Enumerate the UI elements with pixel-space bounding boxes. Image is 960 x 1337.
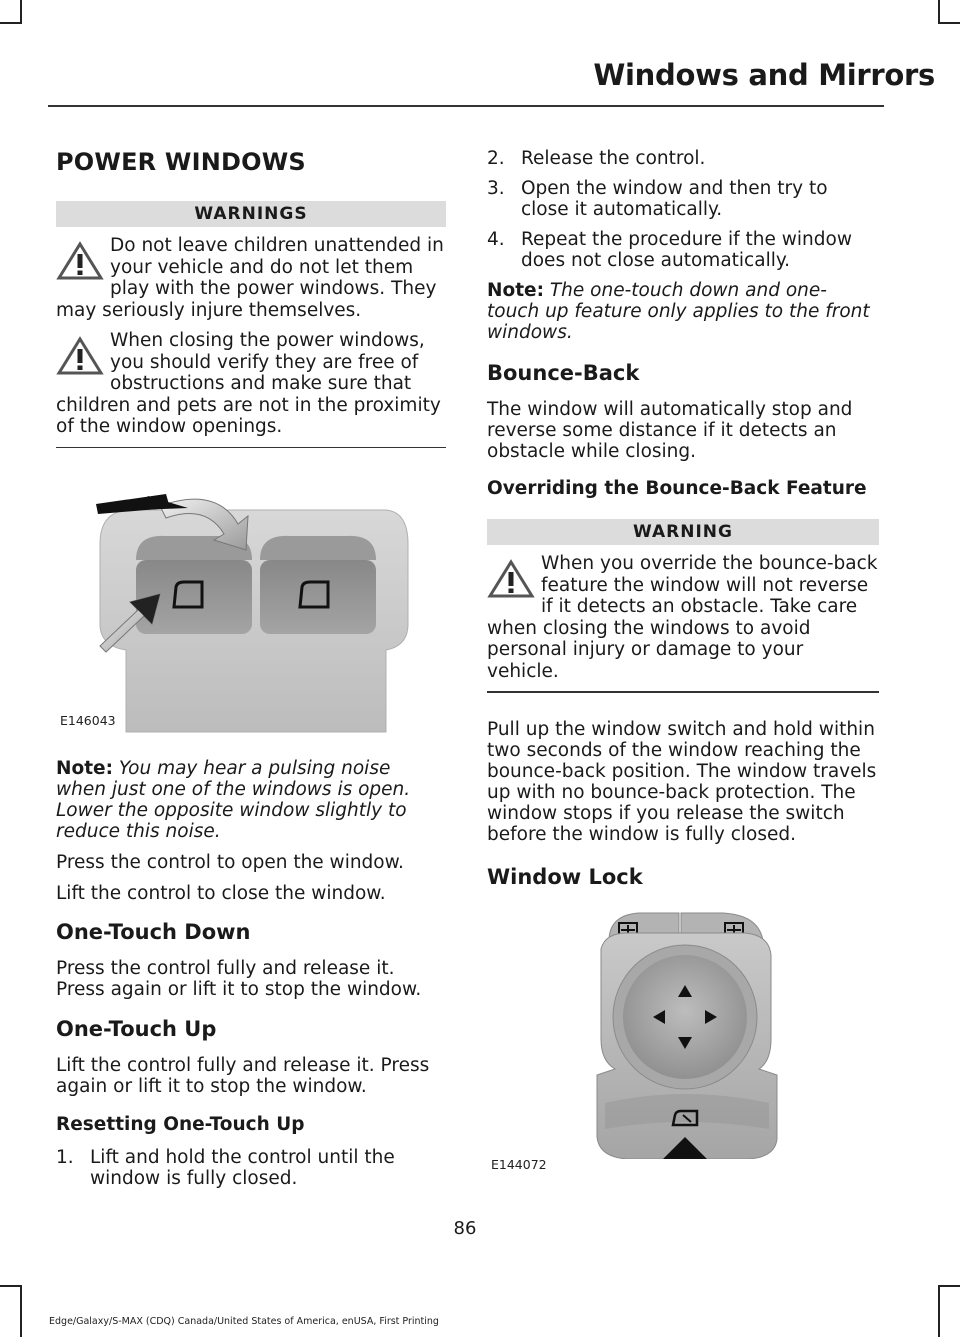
- step-text: Repeat the procedure if the window does not close automatically.: [521, 229, 852, 271]
- warning-triangle-icon: [56, 241, 104, 281]
- subsection-title: Window Lock: [487, 864, 643, 889]
- step-text: Open the window and then try to close it automatically.: [521, 178, 828, 220]
- note-text: You may hear a pulsing noise when just one of the windows is open. Lower the opposite window slightly to reduce this noise.: [56, 758, 411, 842]
- warning-item: [56, 330, 446, 438]
- body-text: Press the control to open the window.: [56, 852, 404, 873]
- note-label: Note:: [56, 758, 113, 779]
- figure-id: E144072: [491, 1156, 547, 1172]
- page-footer: Edge/Galaxy/S-MAX (CDQ) Canada/United States of America, enUSA, First Printing: [49, 1316, 439, 1327]
- step-number: 4.: [487, 229, 505, 250]
- left-column: [56, 140, 446, 1198]
- page-header-title: Windows and Mirrors: [593, 58, 935, 92]
- crop-mark: [20, 1285, 22, 1337]
- note-text: The one-touch down and one-touch up feature only applies to the front windows.: [487, 280, 870, 343]
- window-switch-figure: [56, 474, 446, 746]
- warning-bar: WARNING: [487, 519, 879, 545]
- body-text: Lift the control fully and release it. Press again or lift it to stop the window.: [56, 1055, 430, 1097]
- list-item: [487, 178, 879, 220]
- warning-divider: [487, 691, 879, 693]
- right-column: [487, 148, 879, 1173]
- list-item: [56, 1147, 446, 1189]
- subsection-title: Bounce-Back: [487, 361, 640, 385]
- list-item: [487, 229, 879, 271]
- crop-mark: [938, 0, 940, 24]
- subsection-title: One-Touch Down: [56, 920, 251, 944]
- list-item: [487, 148, 879, 169]
- warning-text: When you override the bounce-back feature the window will not reverse if it detects an obstacle. Take care when closing the windows to avoid personal injury or damage to your vehicle.: [487, 553, 878, 682]
- note-paragraph: [56, 758, 446, 842]
- crop-mark: [0, 1285, 22, 1287]
- warning-text: When closing the power windows, you should verify they are free of obstructions and make sure that children and pets are not in the proximity of the window openings.: [56, 330, 441, 437]
- subsection-title: Overriding the Bounce-Back Feature: [487, 478, 867, 499]
- body-text: Lift the control to close the window.: [56, 883, 386, 904]
- crop-mark: [938, 1285, 940, 1337]
- warning-text: Do not leave children unattended in your vehicle and do not let them play with the power windows. They may seriously injure themselves.: [56, 235, 444, 321]
- warning-item: [56, 235, 446, 321]
- note-paragraph: [487, 280, 879, 343]
- warning-triangle-icon: [487, 559, 535, 599]
- figure-id: E146043: [60, 713, 116, 728]
- warning-divider: [56, 447, 446, 449]
- steps-list: [56, 1147, 446, 1189]
- step-number: 2.: [487, 148, 505, 169]
- header-divider: [48, 105, 884, 107]
- subsection-title: One-Touch Up: [56, 1017, 217, 1041]
- steps-list: [487, 148, 879, 271]
- warning-item: [487, 553, 879, 682]
- window-lock-illustration: [487, 889, 879, 1159]
- crop-mark: [938, 1285, 960, 1287]
- step-text: Lift and hold the control until the window is fully closed.: [90, 1147, 395, 1189]
- step-number: 1.: [56, 1147, 74, 1168]
- window-lock-figure: [487, 903, 879, 1173]
- crop-mark: [938, 22, 960, 24]
- step-text: Release the control.: [521, 148, 706, 169]
- warnings-bar: WARNINGS: [56, 201, 446, 227]
- crop-mark: [20, 0, 22, 24]
- body-text: Press the control fully and release it. Press again or lift it to stop the window.: [56, 958, 422, 1000]
- subsection-title: Resetting One-Touch Up: [56, 1114, 305, 1135]
- note-label: Note:: [487, 280, 544, 301]
- window-switch-illustration: [56, 474, 446, 734]
- crop-mark: [0, 22, 22, 24]
- step-number: 3.: [487, 178, 505, 199]
- page-number: 86: [453, 1218, 477, 1239]
- body-text: Pull up the window switch and hold within two seconds of the window reaching the bounce-back position. The window travels up with no bounce-back protection. The window stops if you release the switch before the window is fully closed.: [487, 718, 877, 845]
- section-title: POWER WINDOWS: [56, 148, 306, 176]
- body-text: The window will automatically stop and reverse some distance if it detects an obstacle while closing.: [487, 399, 853, 462]
- warning-triangle-icon: [56, 336, 104, 376]
